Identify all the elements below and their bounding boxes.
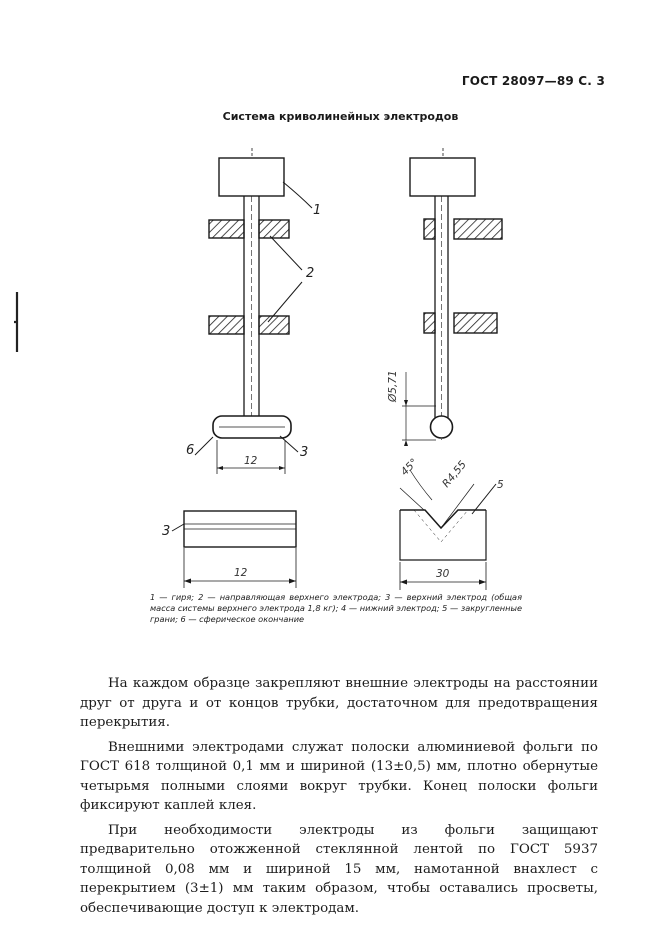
guide-upper-left <box>209 220 244 238</box>
dim-12-bottom: 12 <box>234 567 248 579</box>
dim-30: 30 <box>436 568 450 580</box>
spherical-tip <box>431 416 453 438</box>
guide-lower-right <box>259 316 289 334</box>
dim-12-top: 12 <box>244 455 258 467</box>
guide-lower-left <box>209 316 244 334</box>
left-view <box>172 148 315 588</box>
weight-block-side <box>410 158 475 196</box>
guide-upper-right <box>259 220 289 238</box>
label-weight: 1 <box>313 203 322 218</box>
label-upper-electrode: 3 <box>300 445 309 460</box>
paragraph-1: На каждом образце закрепляют внешние электроды на расстоянии друг от друга и от концов трубки, достаточном для предотвращения перекрытия. <box>80 676 598 730</box>
weight-block <box>219 158 284 196</box>
figure-caption <box>150 592 522 625</box>
dim-radius: R4,55 <box>440 458 470 490</box>
body-text <box>80 674 598 923</box>
figure-title: Система криволинейных электродов <box>222 110 459 123</box>
label-guide: 2 <box>306 266 315 281</box>
dim-diameter: Ø5,71 <box>387 370 399 402</box>
guide-side-lower <box>454 313 497 333</box>
dim-45-deg: 45° <box>398 456 421 479</box>
document-reference: ГОСТ 28097—89 С. 3 <box>461 74 605 88</box>
right-view <box>400 148 502 590</box>
label-spherical: 6 <box>186 443 195 458</box>
label-bottom-electrode-side: 5 <box>497 479 504 491</box>
label-lower-electrode-plate: 3 <box>162 524 171 539</box>
guide-side-upper <box>454 219 502 239</box>
paragraph-3: При необходимости электроды из фольги защищают предварительно отожженной стеклянной лентой по ГОСТ 5937 толщиной 0,08 мм и шириной 15 мм, намотанной внахлест с перекрытием (3±1) мм таким образом, чтобы оставались просветы, обеспечивающие доступ к электродам. <box>80 822 598 916</box>
caption-text: 1 — гиря; 2 — направляющая верхнего электрода; 3 — верхний электрод (общая масса системы верхнего электрода 1,8 кг); 4 — нижний электрод; 5 — закругленные грани; 6 — сферическое окончание <box>150 592 522 624</box>
paragraph-2: Внешними электродами служат полоски алюминиевой фольги по ГОСТ 618 толщиной 0,1 мм и шириной (13±0,5) мм, плотно обернутые четырьмя полными слоями вокруг трубки. Конец полоски фольги фиксируют каплей клея. <box>80 739 598 813</box>
